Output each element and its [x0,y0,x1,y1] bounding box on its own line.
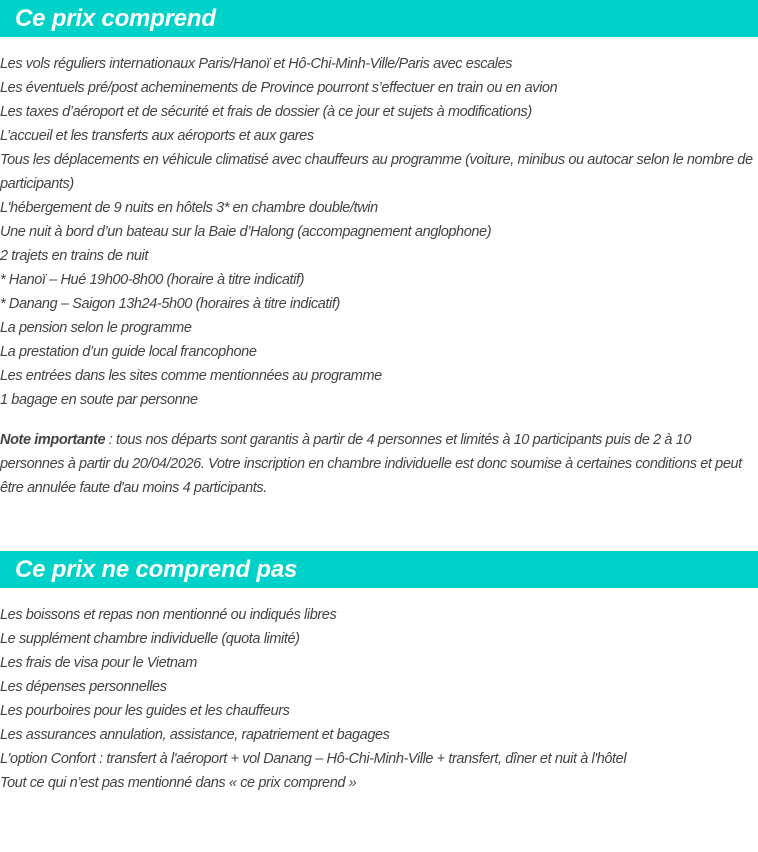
list-item: La prestation d’un guide local francophone [0,344,257,360]
list-item: Les dépenses personnelles [0,679,167,695]
list-item: Les éventuels pré/post acheminements de Province pourront s’effectuer en train ou en avion [0,80,558,96]
note-text: : tous nos départs sont garantis à partir de 4 personnes et limités à 10 participants puis de 2 à 10 personnes à partir du 20/04/2026. Votre inscription en chambre individuelle est donc soumise à certaines conditions et peut être annulée faute d'au moins 4 participants. [0,432,742,496]
important-note [0,428,758,500]
list-item: Les entrées dans les sites comme mentionnées au programme [0,368,382,384]
list-item: La pension selon le programme [0,320,192,336]
list-item: Les assurances annulation, assistance, rapatriement et bagages [0,727,390,743]
list-item: Tous les déplacements en véhicule climatisé avec chauffeurs au programme (voiture, minibus ou autocar selon le nombre de participants) [0,152,753,192]
list-item: Les vols réguliers internationaux Paris/Hanoï et Hô-Chi-Minh-Ville/Paris avec escales [0,56,513,72]
list-item: * Hanoï – Hué 19h00-8h00 (horaire à titre indicatif) [0,272,305,288]
list-item: Les frais de visa pour le Vietnam [0,655,197,671]
list-item: Le supplément chambre individuelle (quota limité) [0,631,300,647]
list-item: L'hébergement de 9 nuits en hôtels 3* en chambre double/twin [0,200,378,216]
list-item: L'option Confort : transfert à l'aéroport + vol Danang – Hô-Chi-Minh-Ville + transfert, dîner et nuit à l'hôtel [0,751,627,767]
list-item: L’accueil et les transferts aux aéroports et aux gares [0,128,314,144]
excluded-section-title: Ce prix ne comprend pas [15,556,298,583]
note-label: Note importante [0,432,106,448]
list-item: Les boissons et repas non mentionné ou indiqués libres [0,607,337,623]
excluded-section-header [0,551,758,588]
list-item: Les taxes d’aéroport et de sécurité et frais de dossier (à ce jour et sujets à modifications) [0,104,532,120]
list-item: 2 trajets en trains de nuit [0,248,148,264]
included-list [0,52,758,412]
included-section-header [0,0,758,37]
list-item: * Danang – Saigon 13h24-5h00 (horaires à titre indicatif) [0,296,340,312]
list-item: Les pourboires pour les guides et les chauffeurs [0,703,290,719]
list-item: Tout ce qui n’est pas mentionné dans « ce prix comprend » [0,775,357,791]
list-item: 1 bagage en soute par personne [0,392,198,408]
list-item: Une nuit à bord d’un bateau sur la Baie d’Halong (accompagnement anglophone) [0,224,492,240]
excluded-list [0,603,758,795]
included-section-title: Ce prix comprend [15,5,216,32]
